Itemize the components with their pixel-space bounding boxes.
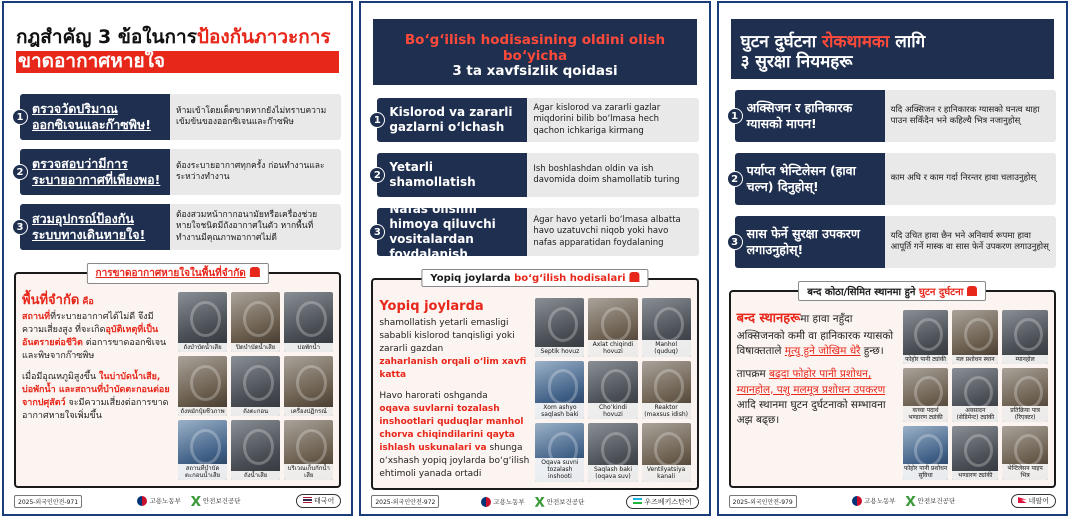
ministry-logo (137, 496, 180, 506)
photo-tile (642, 361, 691, 419)
rule-heading: Nafas olishni himoya qiluvchi vositalardan foydalanish (377, 208, 527, 256)
section-keyword: बन्द स्थानहरू (736, 311, 801, 326)
rule-3 (731, 216, 1056, 268)
poster-code: 2025-외국인안전-971 (14, 495, 82, 508)
photo-tile (588, 423, 637, 481)
confined-space-section (371, 273, 698, 489)
title-line-1: घुटन दुर्घटना (740, 32, 823, 52)
section-label (421, 269, 648, 287)
poster-uzbek (359, 1, 710, 516)
text-fragment: Havo harorati oshganda (379, 391, 488, 402)
language-label: 태국어 (314, 497, 335, 505)
photo-caption: फोहोर पानी प्रशोधन सुविधा (903, 464, 948, 479)
photo-caption: अवसादन (सेडिमेन्ट) ट्यांकी (952, 406, 998, 422)
confined-space-section (729, 287, 1056, 488)
photo-tile (903, 310, 949, 364)
section-label-highlight: घुटन दुर्घटना (918, 287, 964, 298)
kosha-logo (535, 497, 585, 507)
photo-caption: Axlat chiqindi hovuzi (588, 340, 637, 356)
photo-grid (535, 298, 690, 481)
section-text (22, 292, 172, 480)
rule-number: 2 (727, 171, 743, 187)
photo-tile (178, 356, 227, 416)
photo-tile (231, 292, 280, 352)
photo-grid (178, 292, 333, 480)
photo-tile (952, 368, 998, 422)
org-logos (852, 496, 955, 506)
photo-caption: Xom ashyo saqlash baki (535, 403, 584, 419)
poster-code: 2025-외국인안전-972 (371, 495, 439, 508)
text-fragment: เมื่อมีอุณหภูมิสูงขึ้น (22, 372, 99, 383)
poster-code: 2025-외국인안전-979 (729, 495, 797, 508)
text-highlight: ในบ่าบัดน้ำเสีย, บ่อพักน้ำ และสถานที่บำบัดตะกอนต่อย จากปศุสัตว์ (22, 372, 170, 409)
photo-caption: मल प्रशोधन स्थान (952, 355, 998, 364)
poster-footer (369, 494, 700, 515)
photo-caption: สถานที่บำบัด ตะกอนน้ำเสีย (178, 464, 227, 480)
photo-caption: प्रतिक्रिया पात्र (रिएक्टर) (1002, 406, 1048, 422)
title-line-2: 3 ta xavfsizlik qoidasi (452, 63, 618, 80)
title-line-2: ३ सुरक्षा नियमहरू (740, 51, 853, 72)
kosha-emblem-icon (535, 497, 545, 507)
rule-number: 3 (727, 234, 743, 250)
rule-number: 2 (12, 164, 28, 180)
ministry-emblem-icon (137, 496, 147, 506)
photo-tile (903, 426, 949, 480)
photo-caption: फोहोर पानी ट्यांकी (903, 355, 949, 364)
photo-tile (642, 423, 691, 481)
text-fragment: จะมีความเสี่ยงต่อการขาดอากาศหายใจเพิ่มขึ้น (22, 398, 169, 422)
poster-thai (2, 1, 353, 516)
photo-tile (535, 361, 584, 419)
photo-caption: ถังตะกอน (231, 407, 280, 416)
alarm-icon (250, 267, 260, 277)
kosha-logo (191, 496, 241, 506)
photo-tile (284, 292, 333, 352)
rule-heading: पर्याप्त भेन्टिलेसन (हावा चल्न) दिनुहोस्! (735, 153, 885, 205)
language-badge (1011, 494, 1056, 508)
photo-caption: Septik hovuz (535, 347, 584, 356)
photo-tile (642, 298, 691, 356)
rule-description: ต้องระบายอากาศทุกครั้ง ก่อนทำงานและระหว่างทำงาน (170, 149, 341, 195)
photo-caption: ถังบำบัดน้ำเสีย (178, 343, 227, 352)
text-fragment: ที่ระบายอากาศได้ไม่ดี จึงมีความเสี่ยงสูง ที่จะเกิด (22, 311, 154, 335)
title-line-1: Bo‘g‘ilish hodisasining oldini olish bo‘yicha (404, 32, 666, 64)
alarm-icon (967, 286, 977, 296)
photo-tile (178, 420, 227, 480)
language-badge (296, 494, 341, 508)
poster-title (373, 19, 696, 85)
rule-heading: Yetarli shamollatish (377, 153, 527, 197)
rule-description: ต้องสวมหน้ากากอนามัยหรือเครื่องช่วยหายใจชนิดมีถังอากาศในตัว หากพื้นที่ทำงานมีคุณภาพอากาศไม่ดี (170, 204, 341, 250)
text-fragment: हुन्छ। (860, 345, 884, 358)
text-highlight: मृत्यु हुने जोखिम धेरै (784, 345, 861, 358)
rule-1 (731, 90, 1056, 142)
org-name: 안전보건공단 (202, 497, 241, 505)
org-name: 고용노동부 (493, 497, 525, 506)
photo-caption: Cho‘kindi hovuzi (588, 403, 637, 419)
rule-number: 1 (369, 112, 385, 128)
org-name: 안전보건공단 (917, 497, 956, 505)
photo-grid (903, 310, 1048, 480)
confined-space-section (14, 268, 341, 488)
text-fragment: shunga o‘xshash yopiq joylarda bo‘g‘ilish ehtimoli yanada ortadi (379, 443, 530, 480)
rule-1 (16, 94, 341, 140)
rule-number: 1 (727, 108, 743, 124)
photo-caption: Saqlash baki (oqava suv) (588, 465, 637, 481)
ministry-emblem-icon (481, 497, 491, 507)
photo-caption: ถังหมักปุ๋ยชีวภาพ (178, 407, 227, 416)
text-fragment: आदि स्थानमा घुटन दुर्घटनाको सम्भावना अझ बढ्छ। (736, 398, 886, 426)
photo-tile (1002, 368, 1048, 422)
photo-tile (284, 420, 333, 480)
photo-tile (535, 423, 584, 481)
org-name: 안전보건공단 (546, 497, 585, 506)
photo-caption: Ventilyatsiya kanali (642, 465, 691, 481)
rule-description: Agar havo yetarli bo‘lmasa albatta havo uzatuvchi niqob yoki havo nafas apparatidan foydalaning (527, 208, 698, 256)
photo-caption: เครื่องปฏิกรณ์ (284, 407, 333, 416)
section-label (798, 281, 986, 301)
ministry-logo (481, 497, 524, 507)
text-highlight: อุบัติเหตุที่เป็นอันตรายต่อชีวิต (22, 324, 159, 348)
org-name: 고용노동부 (149, 497, 181, 505)
poster-title (731, 19, 1054, 79)
photo-caption: ปิดบำบัดน้ำเสีย (231, 343, 280, 352)
thai-flag-icon (303, 497, 312, 503)
photo-tile (284, 356, 333, 416)
rule-number: 3 (12, 219, 28, 235)
section-label-highlight: bo‘g‘ilish hodisalari (514, 273, 626, 285)
photo-tile (231, 420, 280, 480)
text-fragment: मा हावा नहुँदा अक्सिजनको कमी वा हानिकारक ग्यासको विषाक्तताले (736, 313, 894, 358)
language-label: 네팔어 (1028, 497, 1049, 505)
ministry-emblem-icon (852, 496, 862, 506)
text-highlight: สถานที่ (22, 311, 51, 322)
text-fragment: तापक्रम (736, 368, 770, 381)
rule-3 (16, 204, 341, 250)
rule-heading: ตรวจวัดปริมาณ ออกซิเจนและก๊าซพิษ! (20, 94, 170, 140)
section-label-text: Yopiq joylarda (430, 273, 515, 285)
org-logos (137, 496, 240, 506)
photo-tile (903, 368, 949, 422)
photo-caption: म्यानहोल (1002, 355, 1048, 364)
rule-heading: Kislorod va zararli gazlarni o‘lchash (377, 98, 527, 142)
rule-heading: สวมอุปกรณ์ป้องกัน ระบบทางเดินหายใจ! (20, 204, 170, 250)
rule-heading: सास फेर्ने सुरक्षा उपकरण लगाउनुहोस्! (735, 216, 885, 268)
section-text (737, 310, 897, 480)
kosha-emblem-icon (906, 496, 916, 506)
rule-description: Ish boshlashdan oldin va ish davomida doim shamollatib turing (527, 153, 698, 197)
uzbek-flag-icon (633, 498, 642, 504)
photo-tile (588, 298, 637, 356)
language-badge (626, 495, 698, 509)
text-highlight: oqava suvlarni tozalash inshootlari quduqlar manhol chorva chiqindilarini qayta ishlash uskunalari va (379, 404, 524, 454)
nepal-flag-icon (1018, 497, 1027, 503)
rule-3 (373, 202, 698, 262)
title-line-1-end: लागि (889, 32, 926, 52)
title-highlight: ป้องกันภาวะการ (196, 26, 331, 48)
text-fragment: ต่อการขาดออกซิเจนและพิษจากก๊าซพิษ (22, 337, 167, 361)
photo-caption: कच्चा पदार्थ भण्डारण ट्यांकी (903, 406, 949, 422)
photo-tile (588, 361, 637, 419)
photo-tile (952, 426, 998, 480)
rule-number: 1 (12, 109, 28, 125)
text-highlight: zaharlanish orqali o‘lim xavfi katta (379, 357, 527, 381)
photo-tile (231, 356, 280, 416)
ministry-logo (852, 496, 895, 506)
text-fragment: คือ (79, 297, 94, 307)
rule-2 (16, 149, 341, 195)
text-fragment: shamollatish yetarli emasligi sababli kislorod tanqisligi yoki zararli gazdan (379, 317, 515, 355)
title-line-2: ขาดอากาศหายใจ (16, 51, 339, 73)
photo-caption: भण्डारण ट्यांकी (952, 471, 998, 480)
section-label-text: बन्द कोठा/सिमित स्थानमा हुने (807, 287, 919, 298)
rule-description: यदि उचित हावा छैन भने अनिवार्य रूपमा हावा आपूर्ति गर्ने मास्क वा सास फेर्ने उपकरण लगाउनुहोस् (885, 216, 1056, 268)
poster-footer (12, 492, 343, 514)
rule-number: 2 (369, 167, 385, 183)
poster-title (12, 9, 343, 91)
kosha-logo (906, 496, 956, 506)
title-highlight: रोकथामका (822, 32, 890, 52)
photo-tile (1002, 310, 1048, 364)
rule-description: काम अघि र काम गर्दा निरन्तर हावा चलाउनुहोस् (885, 153, 1056, 205)
section-keyword: พื้นที่จำกัด (22, 293, 80, 308)
rule-description: Agar kislorod va zararli gazlar miqdorini bilib bo‘lmasa hech qachon ichkariga kirmang (527, 98, 698, 142)
photo-caption: บ่อพักน้ำ (284, 343, 333, 352)
photo-caption: ถังน้ำเสีย (231, 471, 280, 480)
rule-number: 3 (369, 224, 385, 240)
org-logos (481, 497, 584, 507)
rule-2 (731, 153, 1056, 205)
photo-caption: Reaktor (maxsus idish) (642, 403, 691, 419)
org-name: 고용노동부 (864, 497, 896, 505)
section-label (87, 263, 269, 284)
section-keyword: Yopiq joylarda (379, 299, 484, 315)
rule-1 (373, 98, 698, 142)
language-label: 우즈베키스탄어 (644, 497, 692, 506)
photo-tile (535, 298, 584, 356)
title-line-1: กฎสำคัญ 3 ข้อในการ (16, 26, 197, 48)
photo-caption: บริเวณเก็บกักน้ำเสีย (284, 464, 333, 480)
photo-tile (178, 292, 227, 352)
poster-footer (727, 492, 1058, 514)
alarm-icon (630, 272, 640, 282)
photo-caption: Manhol (quduq) (642, 340, 691, 356)
rule-description: यदि अक्सिजन र हानिकारक ग्यासको घनत्व थाहा पाउन सकिँदैन भने कहिल्यै भित्र नजानुहोस् (885, 90, 1056, 142)
poster-nepali (717, 1, 1068, 516)
section-text (379, 298, 529, 481)
photo-tile (1002, 426, 1048, 480)
rule-heading: अक्सिजन र हानिकारक ग्यासको मापन! (735, 90, 885, 142)
rule-heading: ตรวจสอบว่ามีการ ระบายอากาศที่เพียงพอ! (20, 149, 170, 195)
photo-caption: Oqava suvni tozalash inshooti (535, 458, 584, 482)
section-label-text: การขาดอากาศหายใจในพื้นที่จำกัด (95, 268, 246, 279)
kosha-emblem-icon (191, 496, 201, 506)
rule-description: ห้ามเข้าโดยเด็ดขาดหากยังไม่ทราบความเข้มข้นของออกซิเจนและก๊าซพิษ (170, 94, 341, 140)
rule-2 (373, 153, 698, 197)
photo-tile (952, 310, 998, 364)
photo-caption: भेन्टिलेसन पाइप भित्र (1002, 464, 1048, 480)
text-highlight: बढ्दा फोहोर पानी प्रशोधन, म्यानहोल, पशु मलमूत्र प्रशोधन उपकरण (736, 368, 886, 396)
